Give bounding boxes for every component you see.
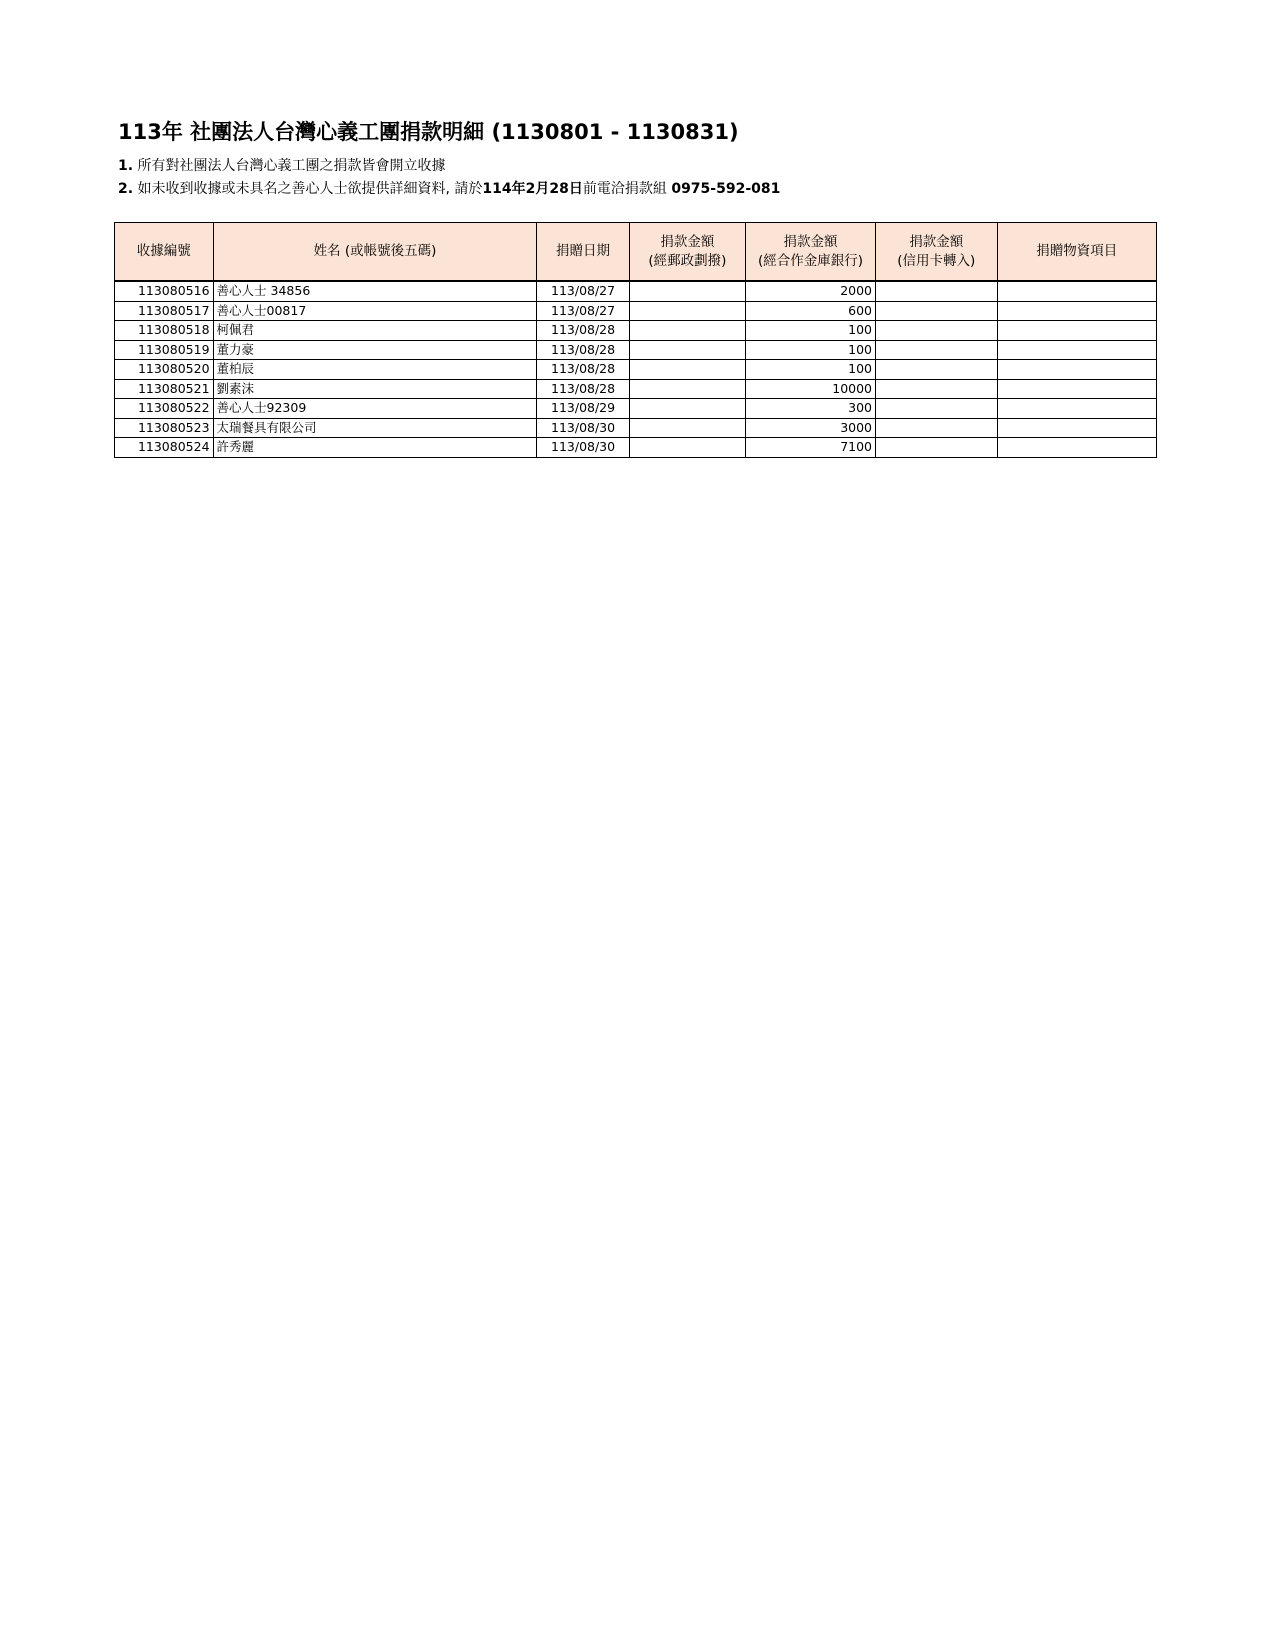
cell-amount-postal [629, 321, 745, 341]
cell-amount-bank: 100 [746, 321, 876, 341]
cell-goods [997, 281, 1156, 301]
cell-goods [997, 418, 1156, 438]
cell-amount-postal [629, 301, 745, 321]
cell-receipt-no: 113080516 [115, 281, 214, 301]
cell-receipt-no: 113080522 [115, 399, 214, 419]
cell-amount-postal [629, 281, 745, 301]
cell-goods [997, 438, 1156, 458]
header-amount-postal-line1: 捐款金額 [660, 233, 715, 250]
header-amount-card-line1: 捐款金額 [909, 233, 964, 250]
cell-date: 113/08/29 [537, 399, 629, 419]
cell-goods [997, 301, 1156, 321]
cell-amount-bank: 7100 [746, 438, 876, 458]
cell-goods [997, 379, 1156, 399]
cell-date: 113/08/30 [537, 418, 629, 438]
cell-amount-bank: 100 [746, 340, 876, 360]
cell-amount-card [876, 438, 998, 458]
note-text-2: 前電洽捐款組 [582, 181, 667, 197]
table-row [115, 301, 1157, 321]
cell-receipt-no: 113080517 [115, 301, 214, 321]
cell-receipt-no: 113080520 [115, 360, 214, 380]
header-amount-postal-line2: (經郵政劃撥) [648, 252, 727, 269]
cell-name: 善心人士 34856 [213, 281, 537, 301]
cell-goods [997, 360, 1156, 380]
cell-amount-card [876, 399, 998, 419]
cell-receipt-no: 113080518 [115, 321, 214, 341]
header-amount-card-line2: (信用卡轉入) [897, 252, 976, 269]
cell-amount-bank: 3000 [746, 418, 876, 438]
note-text: 如未收到收據或未具名之善心人士欲提供詳細資料, 請於 [137, 181, 483, 197]
note-phone: 0975-592-081 [671, 181, 781, 197]
cell-date: 113/08/28 [537, 360, 629, 380]
header-amount-postal [629, 223, 745, 282]
note-deadline: 114年2月28日 [482, 181, 583, 197]
header-date: 捐贈日期 [537, 223, 629, 282]
header-goods: 捐贈物資項目 [997, 223, 1156, 282]
table-row [115, 399, 1157, 419]
cell-date: 113/08/28 [537, 340, 629, 360]
header-amount-bank-line2: (經合作金庫銀行) [758, 252, 864, 269]
cell-date: 113/08/27 [537, 301, 629, 321]
cell-amount-postal [629, 340, 745, 360]
cell-name: 善心人士00817 [213, 301, 537, 321]
cell-receipt-no: 113080519 [115, 340, 214, 360]
cell-amount-card [876, 281, 998, 301]
note-receipt-policy [118, 155, 446, 175]
cell-amount-card [876, 418, 998, 438]
cell-goods [997, 399, 1156, 419]
cell-goods [997, 321, 1156, 341]
cell-name: 許秀麗 [213, 438, 537, 458]
cell-date: 113/08/27 [537, 281, 629, 301]
cell-amount-card [876, 360, 998, 380]
cell-amount-card [876, 321, 998, 341]
note-contact [118, 178, 780, 198]
cell-amount-card [876, 379, 998, 399]
cell-amount-postal [629, 438, 745, 458]
table-row [115, 281, 1157, 301]
table-row [115, 379, 1157, 399]
cell-name: 善心人士92309 [213, 399, 537, 419]
header-amount-card [876, 223, 998, 282]
cell-amount-bank: 10000 [746, 379, 876, 399]
cell-amount-bank: 300 [746, 399, 876, 419]
cell-date: 113/08/28 [537, 379, 629, 399]
cell-receipt-no: 113080521 [115, 379, 214, 399]
table-row [115, 321, 1157, 341]
cell-date: 113/08/28 [537, 321, 629, 341]
table-row [115, 438, 1157, 458]
cell-goods [997, 340, 1156, 360]
cell-amount-bank: 600 [746, 301, 876, 321]
header-amount-bank-line1: 捐款金額 [783, 233, 838, 250]
cell-receipt-no: 113080523 [115, 418, 214, 438]
cell-name: 劉素沫 [213, 379, 537, 399]
cell-amount-card [876, 340, 998, 360]
page-title: 113年 社團法人台灣心義工團捐款明細 (1130801 - 1130831) [118, 120, 739, 144]
cell-amount-bank: 100 [746, 360, 876, 380]
table-row [115, 340, 1157, 360]
cell-amount-card [876, 301, 998, 321]
cell-name: 董力豪 [213, 340, 537, 360]
note-number: 1. [118, 158, 134, 174]
table-row [115, 360, 1157, 380]
header-name: 姓名 (或帳號後五碼) [213, 223, 537, 282]
cell-name: 柯佩君 [213, 321, 537, 341]
cell-amount-postal [629, 399, 745, 419]
cell-date: 113/08/30 [537, 438, 629, 458]
header-amount-bank [746, 223, 876, 282]
table-row [115, 418, 1157, 438]
header-receipt-no: 收據編號 [115, 223, 214, 282]
note-text: 所有對社團法人台灣心義工團之捐款皆會開立收據 [137, 158, 446, 174]
cell-name: 董柏辰 [213, 360, 537, 380]
note-number: 2. [118, 181, 134, 197]
cell-amount-postal [629, 418, 745, 438]
cell-amount-bank: 2000 [746, 281, 876, 301]
cell-receipt-no: 113080524 [115, 438, 214, 458]
donation-table [114, 222, 1157, 458]
cell-amount-postal [629, 379, 745, 399]
table-header-row [115, 223, 1157, 282]
cell-amount-postal [629, 360, 745, 380]
cell-name: 太瑞餐具有限公司 [213, 418, 537, 438]
